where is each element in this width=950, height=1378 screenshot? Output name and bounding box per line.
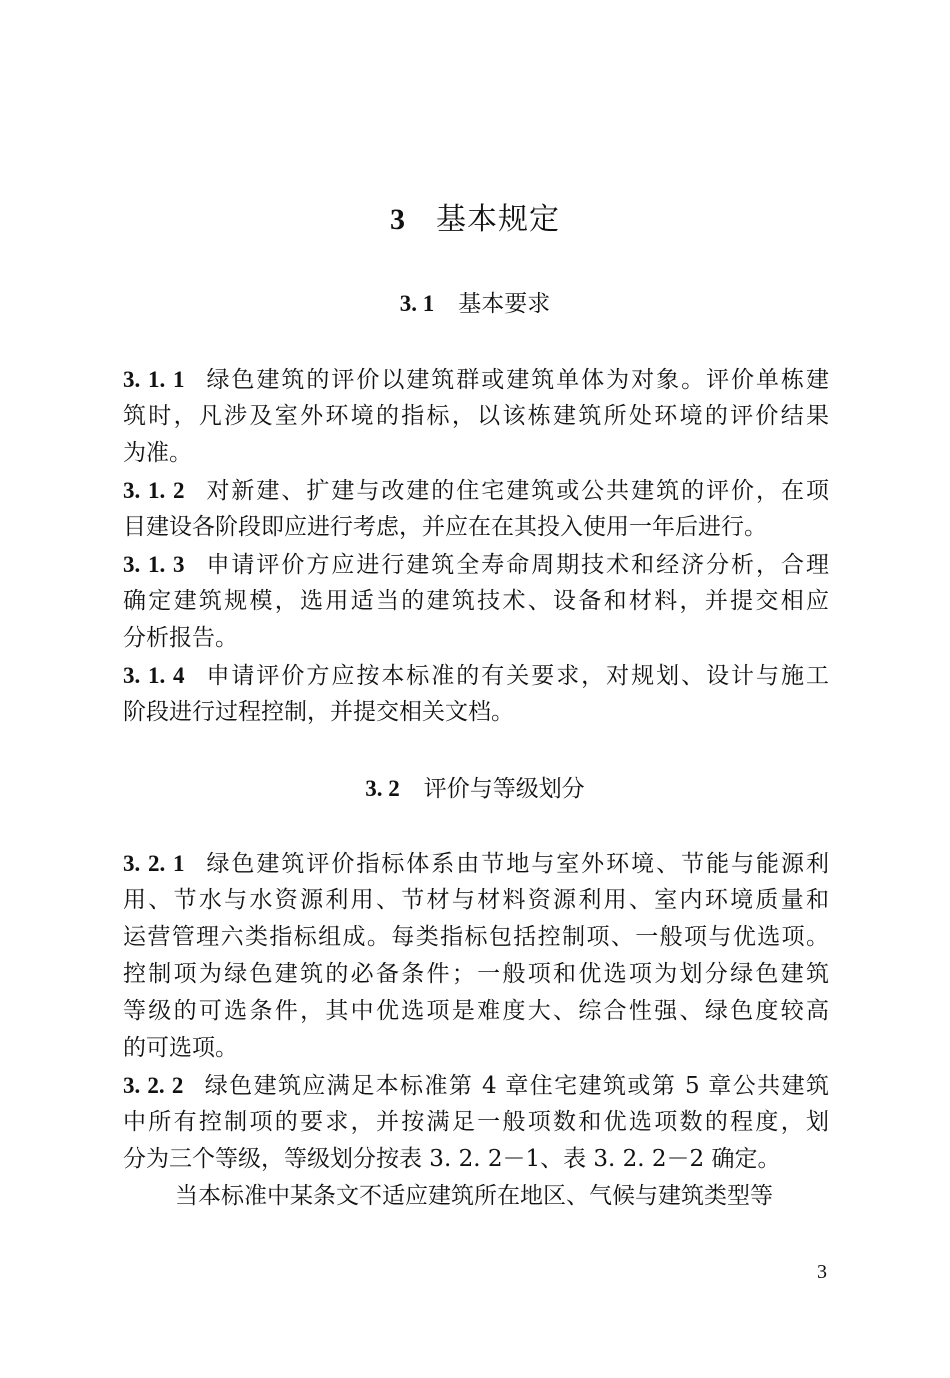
paragraph-text-line: 当本标准中某条文不适应建筑所在地区、气候与建筑类型等 bbox=[175, 1183, 773, 1209]
section-heading-3-2 bbox=[0, 771, 950, 807]
clause-3-1-4 bbox=[123, 657, 829, 731]
section-title: 评价与等级划分 bbox=[423, 776, 585, 802]
clause-text-line: 绿色建筑的评价以建筑群或建筑单体为对象。评价单栋建 bbox=[204, 367, 830, 393]
clause-text-line: 的可选项。 bbox=[123, 1035, 238, 1061]
clause-text-line: 控制项为绿色建筑的必备条件；一般项和优选项为划分绿色建筑 bbox=[123, 961, 829, 987]
clause-text-line: 目建设各阶段即应进行考虑，并应在在其投入使用一年后进行。 bbox=[123, 514, 767, 540]
clause-3-2-1 bbox=[123, 845, 829, 1067]
section-3-2-body bbox=[123, 845, 829, 1215]
clause-text-line: 绿色建筑评价指标体系由节地与室外环境、节能与能源利 bbox=[204, 851, 830, 877]
clause-text-line: 为准。 bbox=[123, 440, 192, 466]
clause-number: 3. 1. 1 bbox=[123, 367, 185, 392]
section-title: 基本要求 bbox=[458, 291, 551, 317]
clause-number: 3. 1. 4 bbox=[123, 663, 185, 688]
chapter-number: 3 bbox=[390, 203, 406, 236]
clause-3-1-1 bbox=[123, 361, 829, 472]
clause-text-line: 等级的可选条件，其中优选项是难度大、综合性强、绿色度较高 bbox=[123, 998, 829, 1024]
page-number: 3 bbox=[817, 1261, 827, 1283]
chapter-title bbox=[0, 194, 950, 246]
section-heading-3-1 bbox=[0, 286, 950, 322]
clause-number: 3. 1. 2 bbox=[123, 478, 185, 503]
clause-text-line: 申请评价方应进行建筑全寿命周期技术和经济分析，合理 bbox=[204, 552, 830, 578]
clause-text-line: 阶段进行过程控制，并提交相关文档。 bbox=[123, 699, 514, 725]
section-number: 3. 2 bbox=[365, 776, 400, 801]
clause-number: 3. 2. 1 bbox=[123, 851, 185, 876]
clause-text-line: 中所有控制项的要求，并按满足一般项数和优选项数的程度，划 bbox=[123, 1109, 829, 1135]
clause-text-line: 筑时，凡涉及室外环境的指标，以该栋建筑所处环境的评价结果 bbox=[123, 403, 829, 429]
clause-text-line: 绿色建筑应满足本标准第 4 章住宅建筑或第 5 章公共建筑 bbox=[203, 1073, 829, 1099]
chapter-title-text: 基本规定 bbox=[436, 202, 560, 237]
clause-text-line: 分为三个等级，等级划分按表 3. 2. 2－1、表 3. 2. 2－2 确定。 bbox=[123, 1146, 781, 1172]
clause-3-1-3 bbox=[123, 546, 829, 657]
clause-number: 3. 1. 3 bbox=[123, 552, 185, 577]
clause-text-line: 运营管理六类指标组成。每类指标包括控制项、一般项与优选项。 bbox=[123, 924, 829, 950]
clause-text-line: 申请评价方应按本标准的有关要求，对规划、设计与施工 bbox=[204, 663, 830, 689]
section-number: 3. 1 bbox=[399, 291, 435, 316]
clause-3-2-2 bbox=[123, 1067, 829, 1178]
trailing-paragraph bbox=[123, 1178, 829, 1215]
clause-3-1-2 bbox=[123, 472, 829, 546]
section-3-1-body bbox=[123, 361, 829, 731]
clause-text-line: 分析报告。 bbox=[123, 625, 238, 651]
clause-text-line: 确定建筑规模，选用适当的建筑技术、设备和材料，并提交相应 bbox=[123, 588, 829, 614]
clause-text-line: 用、节水与水资源利用、节材与材料资源利用、室内环境质量和 bbox=[123, 887, 829, 913]
clause-number: 3. 2. 2 bbox=[123, 1073, 184, 1098]
clause-text-line: 对新建、扩建与改建的住宅建筑或公共建筑的评价，在项 bbox=[204, 478, 830, 504]
